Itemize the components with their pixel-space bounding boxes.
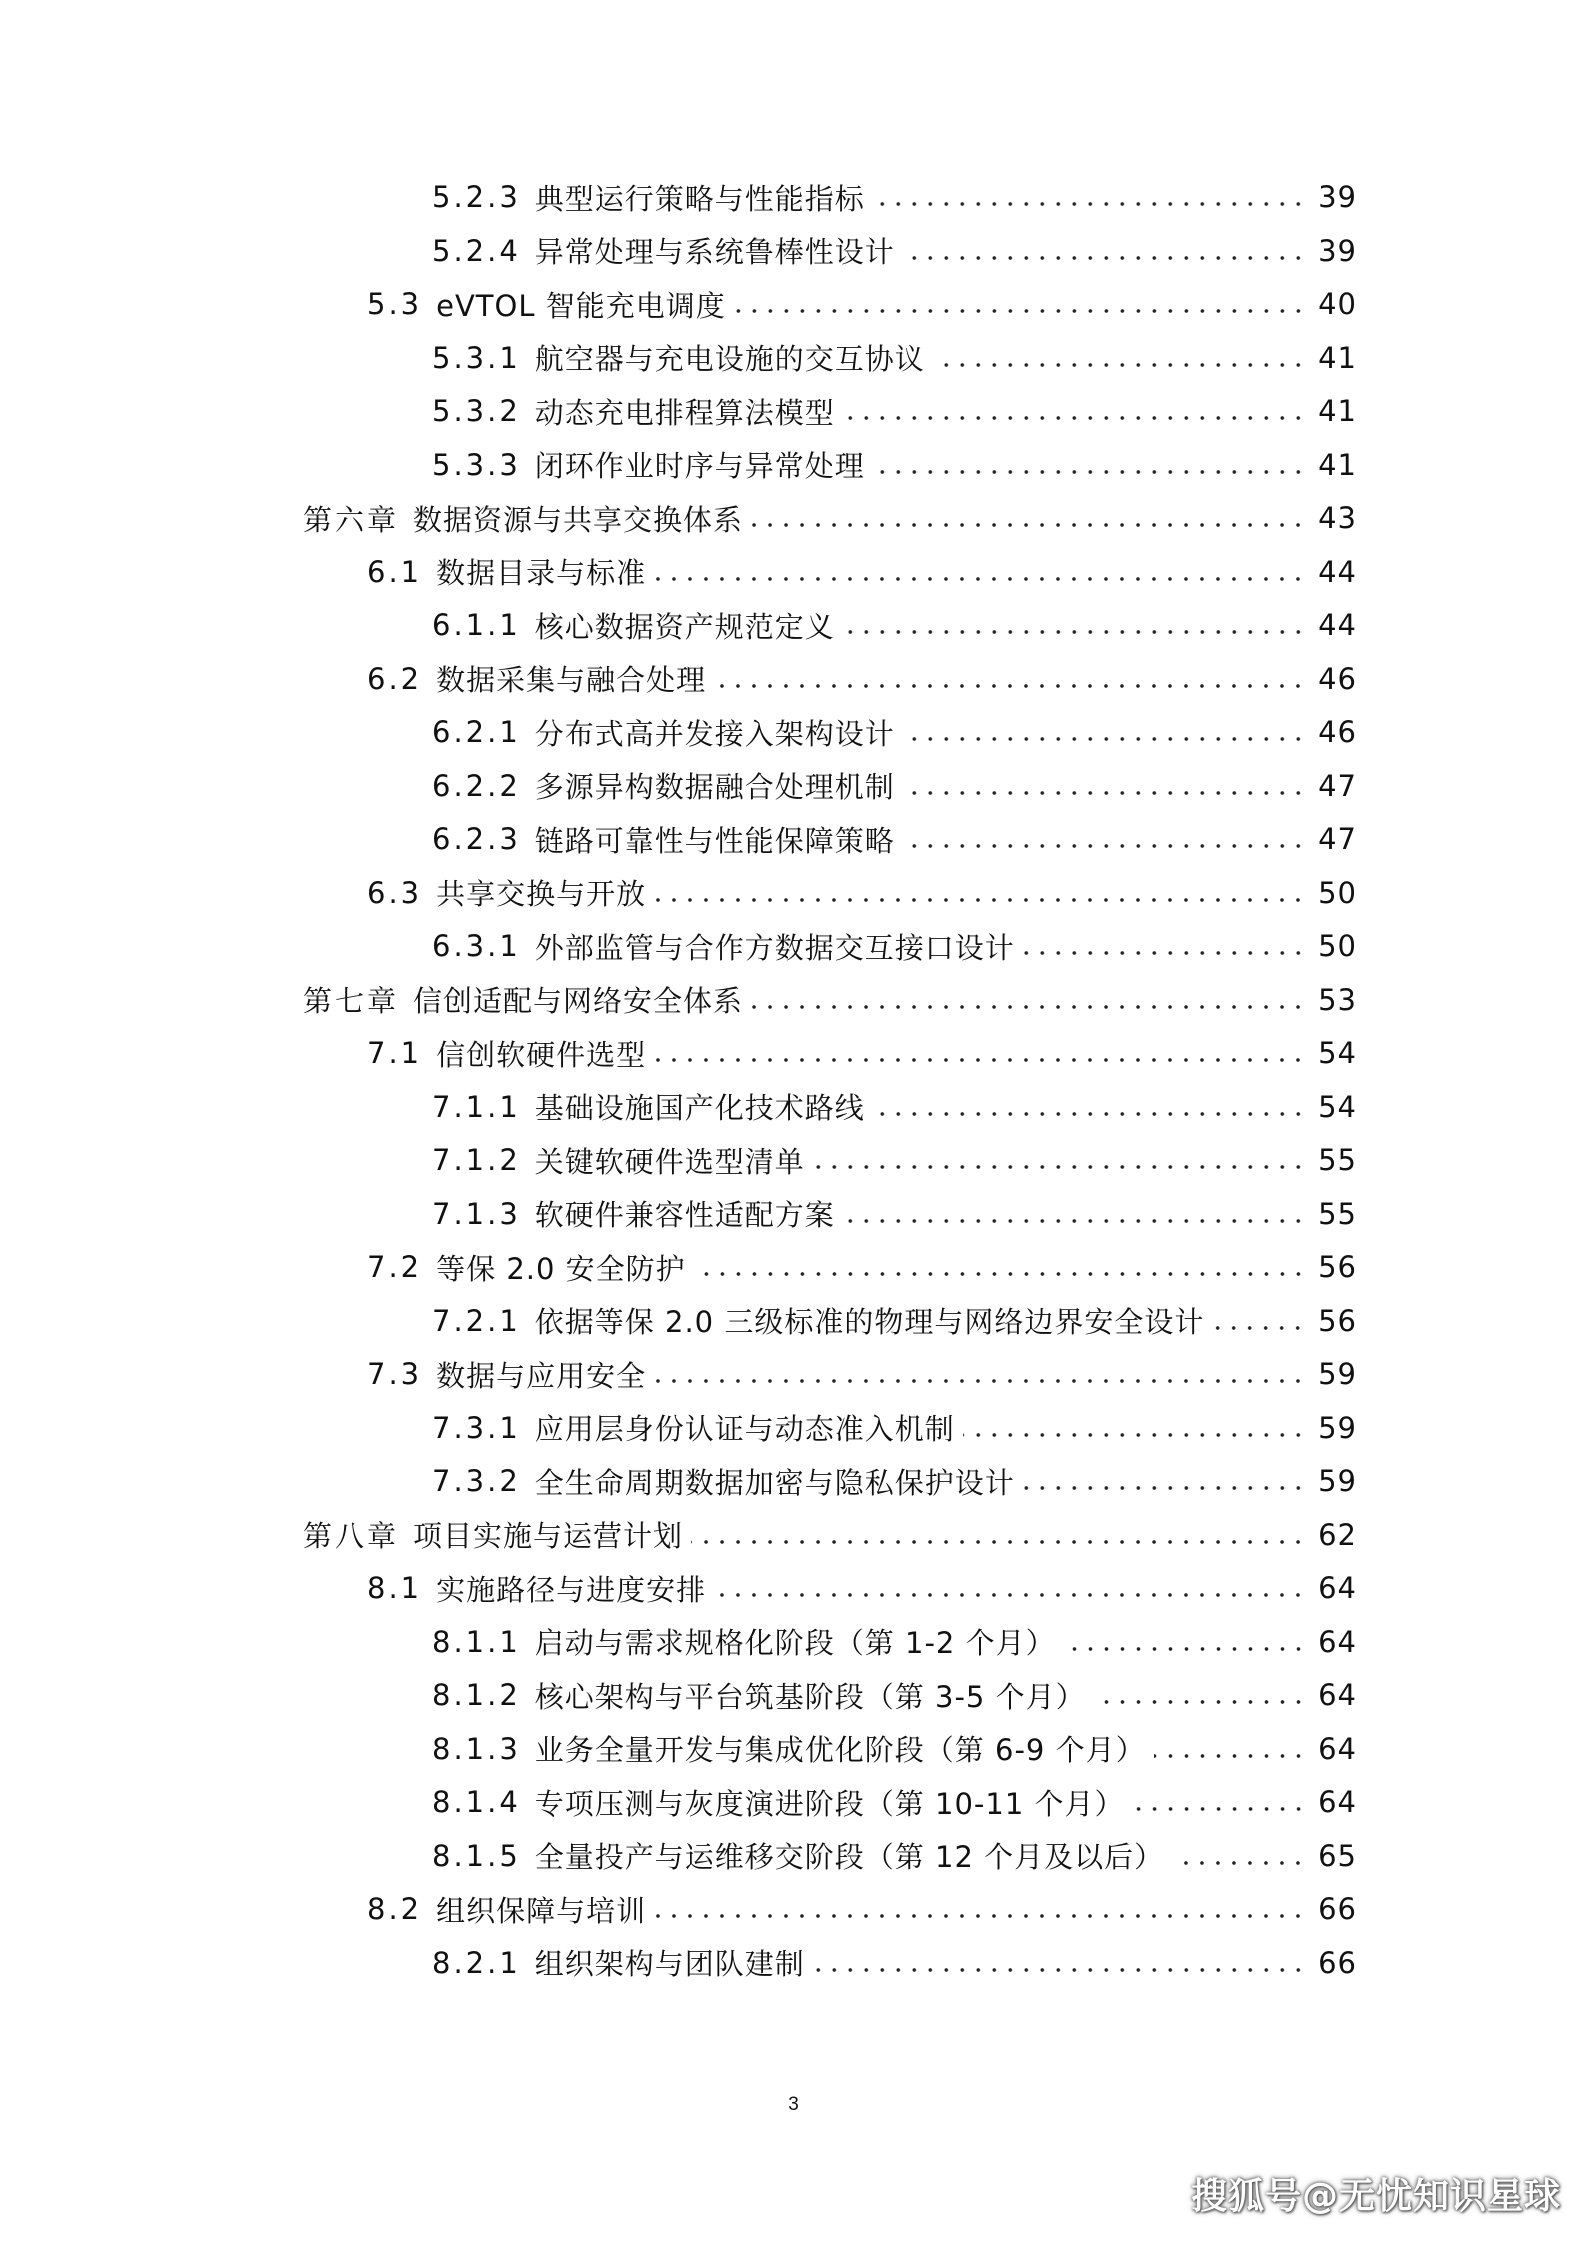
toc-entry-page: 59 bbox=[1318, 1464, 1357, 1498]
toc-entry[interactable] bbox=[432, 1457, 1357, 1505]
toc-entry-title: 多源异构数据融合处理机制 bbox=[534, 770, 895, 804]
toc-entry-number: 7.1.1 bbox=[432, 1089, 521, 1124]
toc-dot-leader bbox=[751, 519, 1306, 531]
toc-dot-leader bbox=[933, 359, 1306, 371]
toc-entry[interactable] bbox=[432, 1618, 1357, 1666]
toc-entry-number: 6.2 bbox=[367, 661, 423, 696]
toc-entry[interactable] bbox=[432, 815, 1357, 863]
toc-entry[interactable] bbox=[303, 494, 1357, 542]
toc-entry-title: 分布式高并发接入架构设计 bbox=[534, 716, 895, 751]
toc-entry-title: 实施路径与进度安排 bbox=[436, 1572, 707, 1607]
toc-entry-number: 5.3.3 bbox=[432, 447, 521, 482]
toc-dot-leader bbox=[654, 1910, 1306, 1922]
toc-entry-page: 39 bbox=[1318, 180, 1357, 214]
toc-dot-leader bbox=[873, 198, 1306, 210]
toc-entry-title: eVTOL 智能充电调度 bbox=[436, 288, 726, 323]
toc-entry-number: 5.2.3 bbox=[432, 180, 521, 214]
toc-dot-leader bbox=[903, 733, 1306, 745]
toc-entry-number: 6.1 bbox=[367, 554, 423, 589]
toc-entry-page: 64 bbox=[1318, 1678, 1357, 1712]
toc-entry-number: 8.2.1 bbox=[432, 1945, 521, 1980]
toc-entry-number: 第六章 bbox=[303, 502, 400, 537]
toc-entry-page: 56 bbox=[1318, 1303, 1357, 1338]
toc-dot-leader bbox=[654, 573, 1306, 585]
toc-dot-leader bbox=[843, 626, 1306, 638]
toc-entry-title: 基础设施国产化技术路线 bbox=[534, 1091, 865, 1125]
toc-entry-page: 64 bbox=[1318, 1571, 1357, 1605]
toc-entry-page: 39 bbox=[1318, 233, 1357, 268]
toc-entry-number: 6.1.1 bbox=[432, 608, 521, 642]
toc-entry-title: 异常处理与系统鲁棒性设计 bbox=[534, 235, 895, 269]
toc-entry-number: 8.1 bbox=[367, 1571, 423, 1605]
toc-entry-page: 62 bbox=[1318, 1517, 1357, 1552]
toc-entry[interactable] bbox=[432, 601, 1357, 649]
toc-entry[interactable] bbox=[367, 1885, 1357, 1933]
toc-dot-leader bbox=[654, 1375, 1306, 1387]
toc-entry-title: 动态充电排程算法模型 bbox=[534, 395, 835, 430]
toc-entry-page: 50 bbox=[1318, 929, 1357, 963]
toc-entry-number: 7.3 bbox=[367, 1357, 423, 1391]
toc-entry[interactable] bbox=[432, 173, 1357, 221]
watermark: 搜狐号@无忧知识星球 bbox=[1190, 2176, 1561, 2217]
toc-entry[interactable] bbox=[432, 1136, 1357, 1184]
toc-entry-page: 50 bbox=[1318, 875, 1357, 910]
toc-entry-page: 55 bbox=[1318, 1196, 1357, 1231]
toc-entry[interactable] bbox=[303, 1511, 1357, 1559]
toc-entry[interactable] bbox=[367, 1243, 1357, 1291]
toc-entry[interactable] bbox=[432, 1297, 1357, 1345]
toc-entry[interactable] bbox=[367, 280, 1357, 328]
toc-entry[interactable] bbox=[367, 1564, 1357, 1612]
toc-entry-page: 46 bbox=[1318, 661, 1357, 696]
toc-entry[interactable] bbox=[432, 1832, 1357, 1880]
page-number: 3 bbox=[788, 2094, 799, 2115]
toc-entry-number: 8.1.1 bbox=[432, 1624, 521, 1659]
toc-entry[interactable] bbox=[367, 1029, 1357, 1077]
toc-entry-number: 8.2 bbox=[367, 1892, 423, 1926]
toc-entry[interactable] bbox=[432, 762, 1357, 810]
toc-dot-leader bbox=[694, 1268, 1306, 1280]
toc-dot-leader bbox=[654, 894, 1306, 906]
toc-entry-title: 组织架构与团队建制 bbox=[534, 1947, 805, 1981]
toc-entry-title: 典型运行策略与性能指标 bbox=[534, 181, 865, 216]
toc-entry-number: 8.1.5 bbox=[432, 1838, 521, 1873]
toc-dot-leader bbox=[1172, 1857, 1306, 1869]
toc-entry-number: 第七章 bbox=[303, 984, 400, 1018]
toc-entry-number: 7.2 bbox=[367, 1250, 423, 1284]
toc-entry-title: 外部监管与合作方数据交互接口设计 bbox=[534, 930, 1015, 965]
toc-entry-number: 6.3 bbox=[367, 875, 423, 910]
toc-dot-leader bbox=[903, 252, 1306, 264]
toc-dot-leader bbox=[1023, 947, 1306, 959]
toc-entry[interactable] bbox=[303, 976, 1357, 1024]
toc-entry-number: 6.2.2 bbox=[432, 768, 521, 803]
toc-entry-number: 8.1.4 bbox=[432, 1785, 521, 1819]
toc-entry[interactable] bbox=[432, 387, 1357, 435]
toc-dot-leader bbox=[654, 1054, 1306, 1066]
toc-entry-page: 44 bbox=[1318, 608, 1357, 642]
toc-entry[interactable] bbox=[432, 1725, 1357, 1773]
toc-entry-page: 59 bbox=[1318, 1410, 1357, 1445]
toc-entry-page: 64 bbox=[1318, 1785, 1357, 1819]
toc-entry-page: 40 bbox=[1318, 287, 1357, 321]
toc-entry[interactable] bbox=[432, 1083, 1357, 1131]
toc-entry-number: 6.2.1 bbox=[432, 715, 521, 749]
toc-entry[interactable] bbox=[432, 1404, 1357, 1452]
toc-entry-title: 组织保障与培训 bbox=[436, 1893, 647, 1928]
toc-entry-page: 54 bbox=[1318, 1036, 1357, 1070]
toc-dot-leader bbox=[691, 1536, 1306, 1548]
toc-entry-number: 7.3.1 bbox=[432, 1410, 521, 1445]
toc-entry-title: 航空器与充电设施的交互协议 bbox=[534, 342, 925, 376]
toc-entry[interactable] bbox=[432, 708, 1357, 756]
toc-entry-title: 核心架构与平台筑基阶段（第 3-5 个月） bbox=[534, 1679, 1086, 1714]
toc-entry-page: 41 bbox=[1318, 394, 1357, 428]
toc-entry-page: 44 bbox=[1318, 554, 1357, 589]
toc-entry-page: 47 bbox=[1318, 768, 1357, 803]
toc-dot-leader bbox=[714, 1589, 1306, 1601]
toc-dot-leader bbox=[813, 1161, 1306, 1173]
toc-entry-page: 47 bbox=[1318, 822, 1357, 856]
toc-entry-title: 信创软硬件选型 bbox=[436, 1037, 647, 1072]
toc-entry[interactable] bbox=[367, 1350, 1357, 1398]
toc-entry-page: 43 bbox=[1318, 501, 1357, 535]
toc-dot-leader bbox=[751, 1001, 1306, 1013]
toc-entry-title: 项目实施与运营计划 bbox=[413, 1519, 684, 1553]
toc-entry-page: 54 bbox=[1318, 1089, 1357, 1124]
toc-entry-number: 8.1.2 bbox=[432, 1678, 521, 1712]
toc-entry-title: 数据采集与融合处理 bbox=[436, 663, 707, 697]
toc-entry[interactable] bbox=[432, 1778, 1357, 1826]
toc-entry-title: 启动与需求规格化阶段（第 1-2 个月） bbox=[534, 1626, 1056, 1660]
toc-entry-title: 核心数据资产规范定义 bbox=[534, 609, 835, 644]
toc-entry-number: 5.3.1 bbox=[432, 340, 521, 375]
toc-entry-title: 链路可靠性与性能保障策略 bbox=[534, 823, 895, 858]
toc-entry-number: 5.3 bbox=[367, 287, 423, 321]
toc-entry[interactable] bbox=[432, 1190, 1357, 1238]
toc-dot-leader bbox=[734, 305, 1306, 317]
toc-dot-leader bbox=[1154, 1750, 1306, 1762]
toc-entry-title: 全量投产与运维移交阶段（第 12 个月及以后） bbox=[534, 1840, 1165, 1874]
toc-entry-title: 软硬件兼容性适配方案 bbox=[534, 1198, 835, 1232]
toc-entry-title: 等保 2.0 安全防护 bbox=[436, 1251, 686, 1286]
toc-entry-page: 46 bbox=[1318, 715, 1357, 749]
toc-entry-title: 应用层身份认证与动态准入机制 bbox=[534, 1412, 955, 1446]
toc-dot-leader bbox=[903, 840, 1306, 852]
toc-entry-title: 专项压测与灰度演进阶段（第 10-11 个月） bbox=[534, 1786, 1125, 1821]
toc-entry-page: 66 bbox=[1318, 1892, 1357, 1926]
toc-entry-page: 41 bbox=[1318, 447, 1357, 482]
toc-dot-leader bbox=[873, 466, 1306, 478]
toc-entry-page: 41 bbox=[1318, 340, 1357, 375]
toc-entry-title: 共享交换与开放 bbox=[436, 877, 647, 911]
toc-entry-number: 第八章 bbox=[303, 1519, 400, 1553]
toc-entry-page: 56 bbox=[1318, 1250, 1357, 1284]
toc-entry[interactable] bbox=[367, 655, 1357, 703]
toc-entry[interactable] bbox=[432, 1671, 1357, 1719]
toc-entry-number: 8.1.3 bbox=[432, 1731, 521, 1766]
toc-entry-number: 7.1 bbox=[367, 1036, 423, 1070]
toc-entry-number: 5.3.2 bbox=[432, 394, 521, 428]
toc-dot-leader bbox=[963, 1429, 1306, 1441]
toc-entry-page: 66 bbox=[1318, 1945, 1357, 1980]
toc-entry-number: 7.3.2 bbox=[432, 1464, 521, 1498]
toc-entry-number: 6.2.3 bbox=[432, 822, 521, 856]
toc-entry[interactable] bbox=[432, 441, 1357, 489]
toc-entry[interactable] bbox=[432, 922, 1357, 970]
toc-dot-leader bbox=[903, 787, 1306, 799]
toc-entry-page: 64 bbox=[1318, 1624, 1357, 1659]
toc-entry-page: 65 bbox=[1318, 1838, 1357, 1873]
toc-dot-leader bbox=[873, 1108, 1306, 1120]
toc-entry[interactable] bbox=[432, 334, 1357, 382]
toc-entry-title: 闭环作业时序与异常处理 bbox=[534, 449, 865, 483]
toc-dot-leader bbox=[1023, 1482, 1306, 1494]
toc-dot-leader bbox=[714, 680, 1306, 692]
toc-dot-leader bbox=[1212, 1322, 1306, 1334]
toc-entry-title: 数据资源与共享交换体系 bbox=[413, 502, 744, 537]
toc-entry-title: 数据与应用安全 bbox=[436, 1358, 647, 1393]
toc-entry-title: 关键软硬件选型清单 bbox=[534, 1144, 805, 1179]
toc-entry-number: 5.2.4 bbox=[432, 233, 521, 268]
toc-entry-title: 依据等保 2.0 三级标准的物理与网络边界安全设计 bbox=[534, 1305, 1205, 1339]
toc-entry-title: 业务全量开发与集成优化阶段（第 6-9 个月） bbox=[534, 1733, 1146, 1767]
toc-entry[interactable] bbox=[367, 548, 1357, 596]
toc-dot-leader bbox=[1094, 1696, 1306, 1708]
toc-entry-number: 7.1.3 bbox=[432, 1196, 521, 1231]
toc-entry[interactable] bbox=[432, 227, 1357, 275]
toc-entry-page: 59 bbox=[1318, 1357, 1357, 1391]
toc-dot-leader bbox=[1133, 1803, 1307, 1815]
toc-entry-title: 信创适配与网络安全体系 bbox=[413, 984, 744, 1018]
toc-dot-leader bbox=[813, 1964, 1306, 1976]
toc-entry-page: 64 bbox=[1318, 1731, 1357, 1766]
toc-dot-leader bbox=[843, 412, 1306, 424]
toc-entry-title: 全生命周期数据加密与隐私保护设计 bbox=[534, 1465, 1015, 1500]
toc-entry-number: 7.2.1 bbox=[432, 1303, 521, 1338]
toc-entry-number: 7.1.2 bbox=[432, 1143, 521, 1177]
toc-entry[interactable] bbox=[432, 1939, 1357, 1987]
toc-entry-number: 6.3.1 bbox=[432, 929, 521, 963]
toc-entry-page: 53 bbox=[1318, 982, 1357, 1017]
toc-entry[interactable] bbox=[367, 869, 1357, 917]
toc-dot-leader bbox=[1064, 1643, 1306, 1655]
toc-entry-page: 55 bbox=[1318, 1143, 1357, 1177]
toc-entry-title: 数据目录与标准 bbox=[436, 556, 647, 590]
toc-dot-leader bbox=[843, 1215, 1306, 1227]
